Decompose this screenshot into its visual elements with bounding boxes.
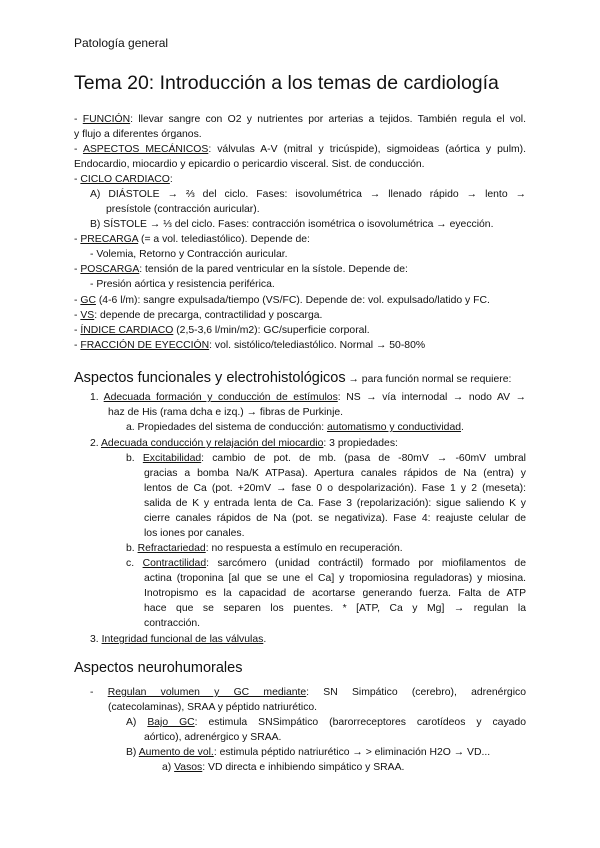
underlined-term: PRECARGA (80, 234, 139, 245)
text-line (144, 496, 526, 511)
underlined-term: Regulan volumen y GC mediante (107, 687, 307, 698)
text-line (126, 420, 464, 435)
underlined-term: Contractilidad (142, 558, 207, 569)
text-segment: - (74, 310, 81, 321)
text-segment: : vol. sistólico/telediastólico. Normal → 50-80% (209, 340, 426, 351)
text-segment: B) (126, 747, 139, 758)
text-segment: - (74, 114, 83, 125)
text-segment: aórtico), adrenérgico y SRAA. (144, 732, 282, 743)
text-segment: a. Propiedades del sistema de conducción: (126, 422, 328, 433)
section-functional-heading (74, 370, 511, 386)
text-segment: (= a vol. telediastólico). Depende de: (138, 234, 310, 245)
section-functional-title: Aspectos funcionales y electrohistológicos (74, 370, 346, 386)
underlined-term: Adecuada formación y conducción de estímulos (103, 392, 338, 403)
text-line (144, 730, 281, 745)
text-line (74, 293, 490, 308)
underlined-term: ASPECTOS MECÁNICOS (82, 144, 209, 155)
text-segment: los iones por canales. (144, 528, 245, 539)
text-segment: : cambio de pot. de mb. (pasa de -80mV → -60mV umbral (201, 453, 526, 464)
section-neurohumoral-heading (74, 660, 242, 676)
text-line (90, 247, 288, 262)
text-segment: 1. (90, 392, 104, 403)
underlined-term: FRACCIÓN DE EYECCIÓN (80, 340, 210, 351)
text-line (126, 556, 526, 571)
text-segment: hace que se separen los puentes. * [ATP, Ca y Mg] → regulan la (144, 603, 526, 614)
underlined-term: Integridad funcional de las válvulas (101, 634, 264, 645)
text-segment: - Volemia, Retorno y Contracción auricular. (90, 249, 288, 260)
text-segment: b. (126, 453, 143, 464)
text-segment: : NS → vía internodal → nodo AV → (337, 392, 526, 403)
text-line (74, 142, 526, 157)
text-segment: - (74, 264, 81, 275)
text-line (144, 511, 526, 526)
underlined-term: automatismo y conductividad (327, 422, 462, 433)
text-segment: : SN Simpático (cerebro), adrenérgico (306, 687, 526, 698)
text-line (74, 338, 425, 353)
text-line (144, 586, 526, 601)
underlined-term: Aumento de vol. (138, 747, 214, 758)
text-segment: : estimula SNSimpático (barorreceptores carotídeos y cayado (194, 717, 526, 728)
text-segment: presístole (contracción auricular). (106, 204, 260, 215)
text-line (144, 571, 526, 586)
text-segment: actina (troponina [al que se une el Ca] y tropomiosina reguladoras) y miosina. (144, 573, 526, 584)
text-segment: : llevar sangre con O2 y nutrientes por arterias a tejidos. También regula el vol. (130, 114, 526, 125)
text-segment: : depende de precarga, contractilidad y poscarga. (94, 310, 323, 321)
text-segment: y flujo a diferentes órganos. (74, 129, 202, 140)
text-segment: lentos de Ca (pot. +20mV → fase 0 o despolarización). Fase 1 y 2 (meseta): (144, 483, 526, 494)
underlined-term: Vasos (174, 762, 203, 773)
text-segment: A) DIÁSTOLE → ⅔ del ciclo. Fases: isovolumétrica → llenado rápido → lento → (90, 189, 526, 200)
text-segment: Endocardio, miocardio y epicardio o pericardio visceral. Sist. de conducción. (74, 159, 425, 170)
text-line (144, 616, 200, 631)
text-segment: : (169, 174, 173, 185)
text-line (106, 202, 260, 217)
text-line (126, 745, 490, 760)
text-line (90, 390, 526, 405)
text-segment: contracción. (144, 618, 201, 629)
text-segment: - (74, 234, 81, 245)
text-segment: - (74, 295, 81, 306)
text-segment: (catecolaminas), SRAA y péptido natriurético. (108, 702, 318, 713)
text-segment: (4-6 l/m): sangre expulsada/tiempo (VS/FC). Depende de: vol. expulsado/latido y FC. (95, 295, 490, 306)
text-line (162, 760, 404, 775)
text-line (74, 323, 370, 338)
underlined-term: GC (80, 295, 96, 306)
text-segment: . (461, 422, 464, 433)
underlined-term: VS (80, 310, 95, 321)
text-line (74, 172, 173, 187)
text-line (144, 526, 245, 541)
text-line (108, 405, 343, 420)
text-line (126, 541, 403, 556)
text-segment: c. (126, 558, 143, 569)
text-line (90, 187, 526, 202)
text-line (74, 232, 310, 247)
text-line (144, 466, 526, 481)
underlined-term: Refractariedad (137, 543, 206, 554)
text-segment: - Presión aórtica y resistencia periférica. (90, 279, 275, 290)
text-segment: 2. (90, 438, 101, 449)
text-segment: - (90, 687, 108, 698)
underlined-term: Bajo GC (147, 717, 195, 728)
text-segment: 3. (90, 634, 102, 645)
text-line (90, 685, 526, 700)
text-segment: B) SÍSTOLE → ⅓ del ciclo. Fases: contracción isométrica o isovolumétrica → eyección. (90, 219, 494, 230)
underlined-term: CICLO CARDIACO (80, 174, 170, 185)
text-line (126, 715, 526, 730)
text-segment: : válvulas A-V (mitral y tricúspide), sigmoideas (aórtica y pulm). (208, 144, 526, 155)
text-line (90, 217, 493, 232)
text-segment: : estimula péptido natriurético → > eliminación H2O → VD... (213, 747, 491, 758)
text-segment: - (74, 325, 81, 336)
text-segment: b. (126, 543, 138, 554)
text-segment: cierre canales rápidos de Na (pot. se negativiza). Fase 4: reajuste celular de (144, 513, 526, 524)
text-segment: A) (126, 717, 148, 728)
text-segment: (2,5-3,6 l/min/m2): GC/superficie corporal. (173, 325, 370, 336)
text-segment: : tensión de la pared ventricular en la sístole. Depende de: (139, 264, 408, 275)
text-segment: - (74, 144, 83, 155)
underlined-term: Adecuada conducción y relajación del miocardio (100, 438, 324, 449)
underlined-term: POSCARGA (80, 264, 140, 275)
text-line (144, 601, 526, 616)
underlined-term: Excitabilidad (142, 453, 202, 464)
page-header: Patología general (74, 36, 169, 50)
text-segment: haz de His (rama dcha e izq.) → fibras de Purkinje. (108, 407, 344, 418)
text-segment: - (74, 174, 81, 185)
text-line (74, 112, 526, 127)
text-segment: - (74, 340, 81, 351)
text-line (126, 451, 526, 466)
text-line (90, 436, 398, 451)
section-neurohumoral-title: Aspectos neurohumorales (74, 660, 243, 676)
text-segment: salida de K y entrada lenta de Ca. Fase 3 (repolarización): sigue saliendo K y (144, 498, 526, 509)
text-segment: . (263, 634, 267, 645)
text-line (74, 262, 408, 277)
text-line (144, 481, 526, 496)
page-title: Tema 20: Introducción a los temas de cardiología (74, 72, 499, 94)
text-line (74, 127, 202, 142)
text-line (108, 700, 317, 715)
text-segment: : VD directa e inhibiendo simpático y SRAA. (202, 762, 405, 773)
text-line (74, 308, 322, 323)
text-segment: : 3 propiedades: (323, 438, 398, 449)
text-segment: gracias a bomba Na/K ATPasa). Apertura canales rápidos de Na (entra) y (144, 468, 526, 479)
text-segment: Inotropismo es la capacidad de acortarse generando fuerza. Falta de ATP (144, 588, 526, 599)
underlined-term: FUNCIÓN (82, 114, 131, 125)
text-line (74, 157, 425, 172)
text-segment: : no respuesta a estímulo en recuperación. (205, 543, 403, 554)
underlined-term: ÍNDICE CARDIACO (80, 325, 174, 336)
section-functional-suffix: → para función normal se requiere: (345, 374, 512, 385)
text-segment: a) (162, 762, 175, 773)
text-line (90, 632, 266, 647)
text-line (90, 277, 275, 292)
text-segment: : sarcómero (unidad contráctil) formado por miofilamentos de (206, 558, 526, 569)
